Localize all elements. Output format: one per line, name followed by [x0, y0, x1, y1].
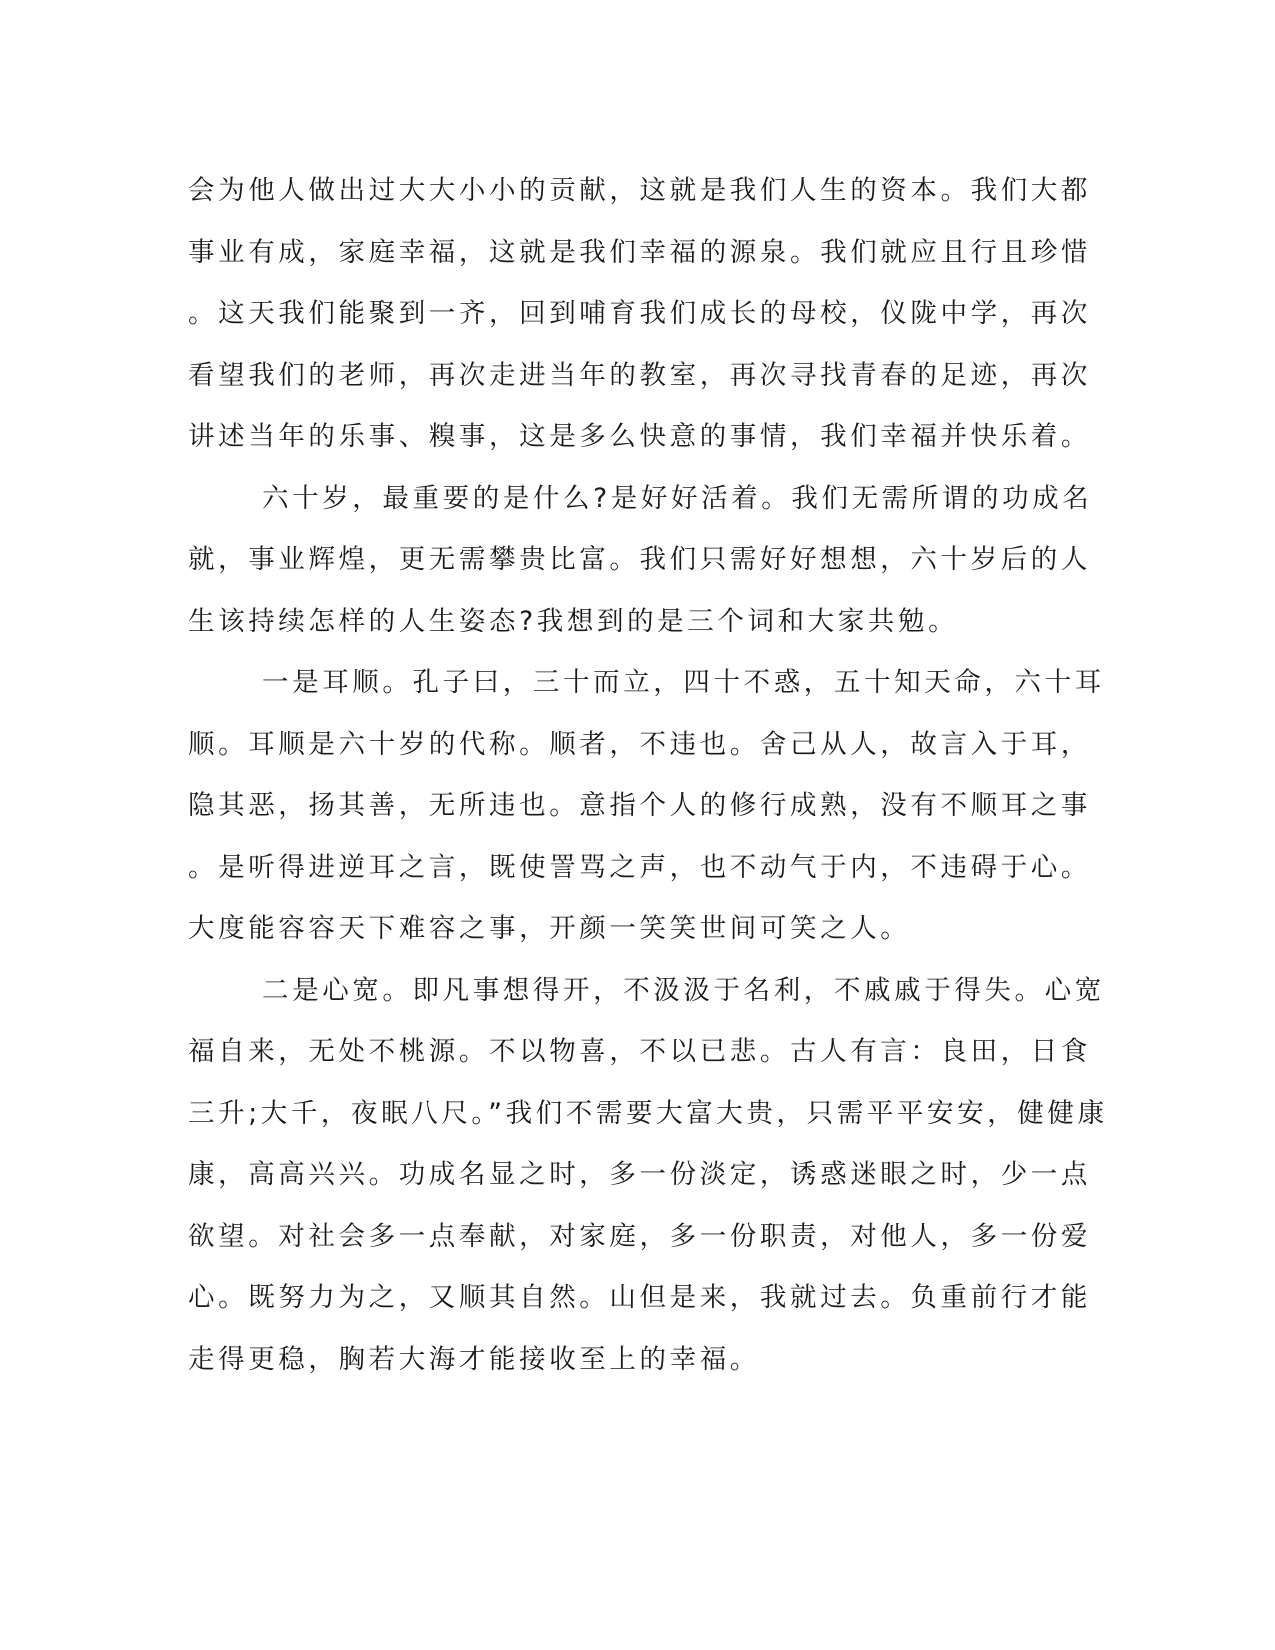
- text-line: 顺。耳顺是六十岁的代称。顺者，不违也。舍己从人，故言入于耳，: [188, 728, 1091, 760]
- paragraph-start-line: 一是耳顺。孔子曰，三十而立，四十不惑，五十知天命，六十耳: [262, 667, 1105, 698]
- text-line: 事业有成，家庭幸福，这就是我们幸福的源泉。我们就应且行且珍惜: [188, 236, 1091, 268]
- paragraph-start-line: 二是心宽。即凡事想得开，不汲汲于名利，不戚戚于得失。心宽: [262, 974, 1105, 1006]
- text-line: 会为他人做出过大大小小的贡献，这就是我们人生的资本。我们大都: [188, 175, 1091, 206]
- text-line: 欲望。对社会多一点奉献，对家庭，多一份职责，对他人，多一份爱: [188, 1220, 1091, 1252]
- text-line: 看望我们的老师，再次走进当年的教室，再次寻找青春的足迹，再次: [188, 359, 1091, 391]
- paragraph-start-line: 六十岁，最重要的是什么?是好好活着。我们无需所谓的功成名: [262, 482, 1093, 514]
- body-text: [188, 160, 1108, 1390]
- text-line: 心。既努力为之，又顺其自然。山但是来，我就过去。负重前行才能: [188, 1282, 1091, 1313]
- text-line: 。是听得进逆耳之言，既使詈骂之声，也不动气于内，不违碍于心。: [188, 851, 1091, 883]
- text-line: 康，高高兴兴。功成名显之时，多一份淡定，诱惑迷眼之时，少一点: [188, 1159, 1091, 1190]
- text-line: 讲述当年的乐事、糗事，这是多么快意的事情，我们幸福并快乐着。: [188, 421, 1091, 452]
- text-line: 福自来，无处不桃源。不以物喜，不以已悲。古人有言：良田，日食: [188, 1036, 1091, 1067]
- text-line: 走得更稳，胸若大海才能接收至上的幸福。: [188, 1343, 760, 1375]
- text-line: 隐其恶，扬其善，无所违也。意指个人的修行成熟，没有不顺耳之事: [188, 790, 1091, 821]
- text-line: 大度能容容天下难容之事，开颜一笑笑世间可笑之人。: [188, 913, 911, 944]
- text-line: 生该持续怎样的人生姿态?我想到的是三个词和大家共勉。: [188, 605, 959, 637]
- text-line: 三升;大千，夜眠八尺。”我们不需要大富大贵，只需平平安安，健健康: [188, 1097, 1108, 1129]
- text-line: 。这天我们能聚到一齐，回到哺育我们成长的母校，仪陇中学，再次: [188, 298, 1091, 329]
- text-line: 就，事业辉煌，更无需攀贵比富。我们只需好好想想，六十岁后的人: [188, 544, 1091, 575]
